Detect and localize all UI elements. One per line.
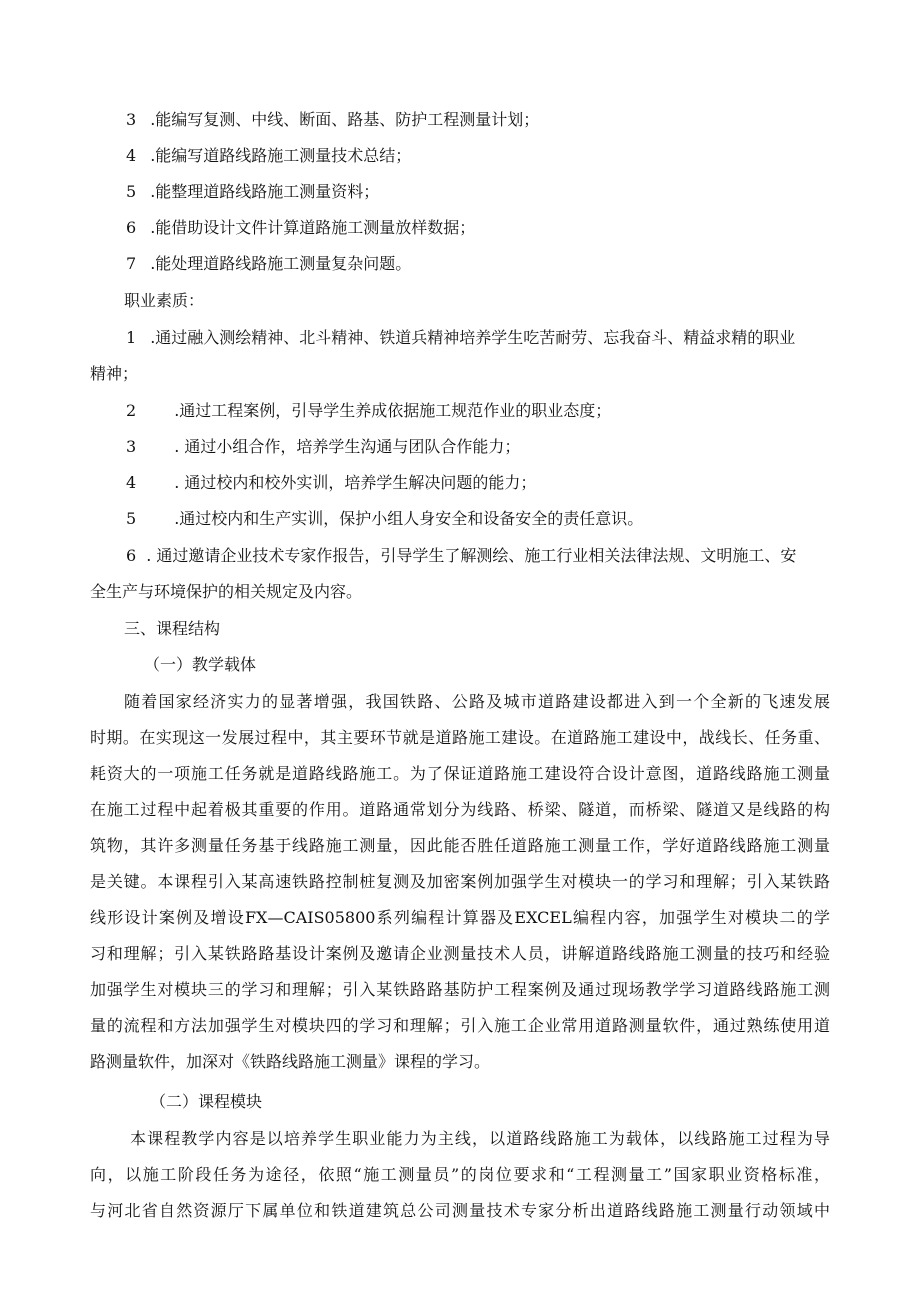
list-text: .通过工程案例，引导学生养成依据施工规范作业的职业态度； xyxy=(174,401,612,420)
list-number: 3 xyxy=(126,110,137,129)
para-line: 是关键。本课程引入某高速铁路控制桩复测及加密案例加强学生对模块一的学习和理解；引入某铁路 xyxy=(90,872,830,891)
quality-item-6-cont: 全生产与环境保护的相关规定及内容。 xyxy=(90,582,363,601)
list-number: 4 xyxy=(126,473,137,492)
list-number: 1 xyxy=(126,328,137,347)
list-number: 6 xyxy=(126,546,137,565)
skill-item-6 xyxy=(126,218,475,238)
list-text: . 通过校内和校外实训，培养学生解决问题的能力； xyxy=(174,473,537,492)
list-text: .通过融入测绘精神、北斗精神、铁道兵精神培养学生吃苦耐劳、忘我奋斗、精益求精的职业 xyxy=(150,328,796,347)
para-line: 与河北省自然资源厅下属单位和铁道建筑总公司测量技术专家分析出道路线路施工测量行动领域中 xyxy=(90,1201,830,1220)
list-text: .能编写道路线路施工测量技术总结； xyxy=(150,146,412,165)
skill-item-7 xyxy=(126,254,411,274)
quality-item-3 xyxy=(126,437,520,457)
subsection-heading: （一）教学载体 xyxy=(144,655,257,674)
para-line: 本课程教学内容是以培养学生职业能力为主线，以道路线路施工为载体，以线路施工过程为导 xyxy=(130,1129,830,1148)
quality-item-1-cont: 精神； xyxy=(90,364,139,383)
skill-item-3 xyxy=(126,110,539,130)
quality-item-2 xyxy=(126,401,611,421)
list-number: 2 xyxy=(126,401,137,420)
list-text: .能编写复测、中线、断面、路基、防护工程测量计划； xyxy=(150,110,540,129)
list-number: 6 xyxy=(126,218,137,237)
list-text: . 通过小组合作，培养学生沟通与团队合作能力； xyxy=(174,437,521,456)
para-line: 路测量软件，加深对《铁路线路施工测量》课程的学习。 xyxy=(90,1052,491,1071)
skill-item-4 xyxy=(126,146,411,166)
list-number: 4 xyxy=(126,146,137,165)
list-number: 5 xyxy=(126,182,137,201)
list-text: .能整理道路线路施工测量资料； xyxy=(150,182,380,201)
quality-item-4 xyxy=(126,473,536,493)
section-heading: 三、课程结构 xyxy=(124,619,221,638)
para-line: 随着国家经济实力的显著增强，我国铁路、公路及城市道路建设都进入到一个全新的飞速发展 xyxy=(124,692,830,711)
quality-item-5 xyxy=(126,509,643,529)
quality-item-6 xyxy=(126,546,796,566)
list-number: 7 xyxy=(126,254,137,273)
para-line: 耗资大的一项施工任务就是道路线路施工。为了保证道路施工建设符合设计意图，道路线路施工测量 xyxy=(90,764,830,783)
list-text: .能借助设计文件计算道路施工测量放样数据； xyxy=(150,218,476,237)
list-number: 3 xyxy=(126,437,137,456)
skill-item-5 xyxy=(126,182,379,202)
para-line: 向，以施工阶段任务为途径，依照“施工测量员”的岗位要求和“工程测量工”国家职业资格标准， xyxy=(90,1165,830,1184)
para-line: 习和理解；引入某铁路路基设计案例及邀请企业测量技术人员，讲解道路线路施工测量的技巧和经验 xyxy=(90,944,830,963)
quality-item-1 xyxy=(126,328,795,348)
para-line: 量的流程和方法加强学生对模块四的学习和理解；引入施工企业常用道路测量软件，通过熟练使用道 xyxy=(90,1016,830,1035)
list-number: 5 xyxy=(126,509,137,528)
list-text: .能处理道路线路施工测量复杂问题。 xyxy=(150,254,412,273)
para-line: 在施工过程中起着极其重要的作用。道路通常划分为线路、桥梁、隧道，而桥梁、隧道又是线路的构 xyxy=(90,800,830,819)
quality-heading: 职业素质： xyxy=(124,291,205,310)
subsection-heading: （二）课程模块 xyxy=(150,1092,263,1111)
para-line: 筑物，其许多测量任务基于线路施工测量，因此能否胜任道路施工测量工作，学好道路线路施工测量 xyxy=(90,836,830,855)
list-text: . 通过邀请企业技术专家作报告，引导学生了解测绘、施工行业相关法律法规、文明施工、安 xyxy=(146,546,797,565)
para-line: 线形设计案例及增设FX—CAIS05800系列编程计算器及EXCEL编程内容，加强学生对模块二的学 xyxy=(90,908,830,927)
para-line: 时期。在实现这一发展过程中，其主要环节就是道路施工建设。在道路施工建设中，战线长、任务重、 xyxy=(90,728,830,747)
list-text: .通过校内和生产实训，保护小组人身安全和设备安全的责任意识。 xyxy=(174,509,644,528)
para-line: 加强学生对模块三的学习和理解；引入某铁路路基防护工程案例及通过现场教学学习道路线路施工测 xyxy=(90,980,830,999)
